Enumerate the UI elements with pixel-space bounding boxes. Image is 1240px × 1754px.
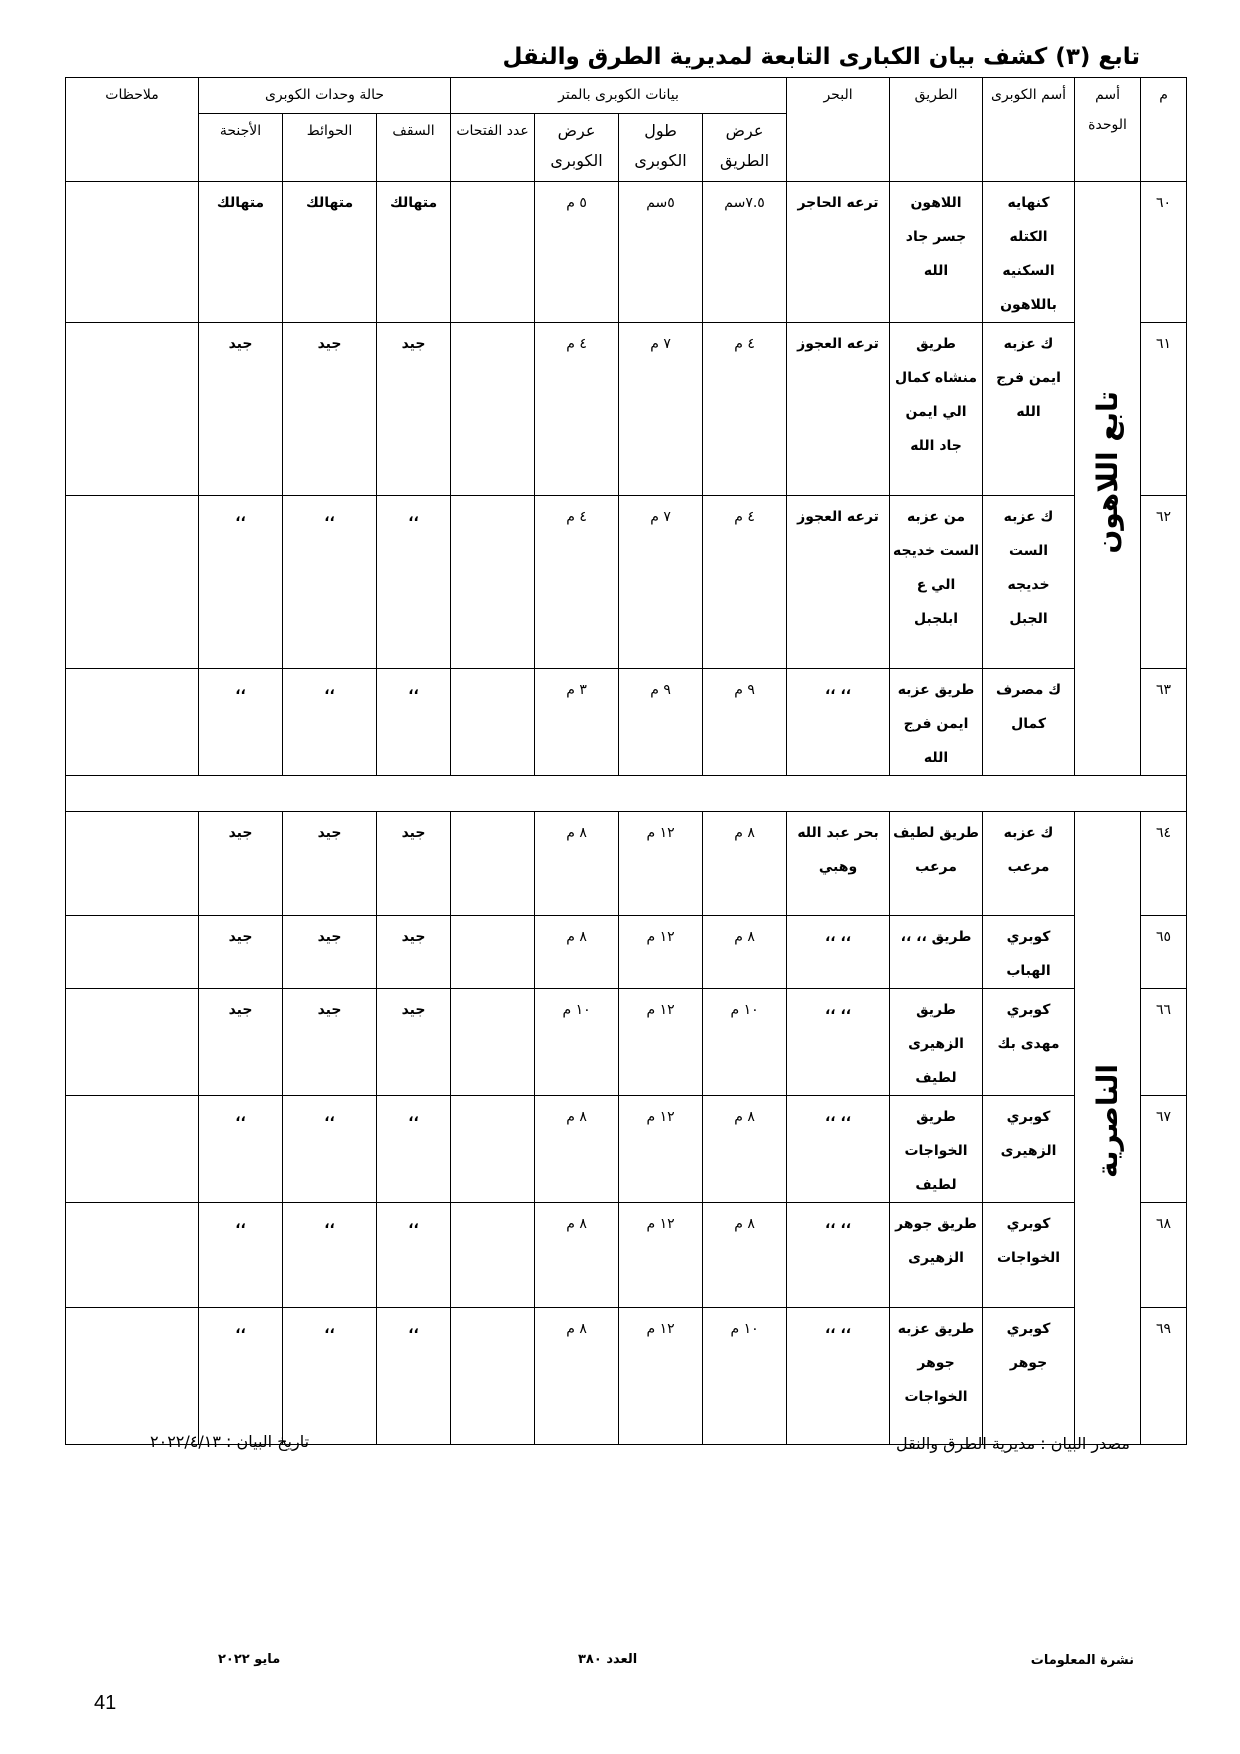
cell-bridge-name: ك عزبه الست خديجه الجبل xyxy=(983,496,1075,669)
cell-bridge-width: ٥ م xyxy=(535,182,619,323)
cell-ceiling: جيد xyxy=(377,989,451,1096)
cell-ceiling: ،، xyxy=(377,496,451,669)
cell-m: ٦٩ xyxy=(1141,1308,1187,1445)
cell-bridge-length: ٧ م xyxy=(619,496,703,669)
cell-openings xyxy=(451,916,535,989)
unit-cell-nasriya xyxy=(1075,812,1141,1445)
cell-notes xyxy=(66,916,199,989)
cell-bridge-length: ١٢ م xyxy=(619,1308,703,1445)
cell-road: طريق الزهيرى لطيف xyxy=(890,989,983,1096)
header-ceiling: السقف xyxy=(377,114,451,182)
cell-m: ٦٣ xyxy=(1141,669,1187,776)
cell-bridge-name: كوبري جوهر xyxy=(983,1308,1075,1445)
cell-openings xyxy=(451,1308,535,1445)
cell-bridge-width: ٤ م xyxy=(535,496,619,669)
table-row xyxy=(66,496,1187,669)
header-openings: عدد الفتحات xyxy=(451,114,535,182)
unit-label: الناصرية xyxy=(1090,1064,1124,1179)
cell-sea: ترعه العجوز xyxy=(787,323,890,496)
cell-road: طريق لطيف مرعب xyxy=(890,812,983,916)
header-bridge-name: أسم الكوبرى xyxy=(983,78,1075,182)
table-row xyxy=(66,1308,1187,1445)
cell-wings: جيد xyxy=(199,323,283,496)
header-bridge-data: بيانات الكوبرى بالمتر xyxy=(451,78,787,114)
header-road: الطريق xyxy=(890,78,983,182)
cell-bridge-width: ٨ م xyxy=(535,1308,619,1445)
cell-bridge-width: ٨ م xyxy=(535,812,619,916)
source-note: مصدر البيان : مديرية الطرق والنقل xyxy=(895,1434,1130,1453)
cell-sea: ،، ،، xyxy=(787,669,890,776)
cell-bridge-length: ١٢ م xyxy=(619,1203,703,1308)
cell-road: طريق جوهر الزهيرى xyxy=(890,1203,983,1308)
cell-bridge-length: ٥سم xyxy=(619,182,703,323)
cell-walls: جيد xyxy=(283,989,377,1096)
cell-sea: ،، ،، xyxy=(787,1308,890,1445)
date-note: تاريخ البيان : ٢٠٢٢/٤/١٣ xyxy=(150,1432,310,1451)
cell-road-width: ١٠ م xyxy=(703,989,787,1096)
table-row xyxy=(66,323,1187,496)
cell-notes xyxy=(66,669,199,776)
cell-road: اللاهون جسر جاد الله xyxy=(890,182,983,323)
header-road-width: عرض الطريق xyxy=(703,114,787,182)
cell-ceiling: ،، xyxy=(377,1096,451,1203)
cell-bridge-width: ٣ م xyxy=(535,669,619,776)
cell-wings: ،، xyxy=(199,496,283,669)
cell-openings xyxy=(451,496,535,669)
header-bridge-condition: حالة وحدات الكوبرى xyxy=(199,78,451,114)
cell-ceiling: جيد xyxy=(377,916,451,989)
cell-sea: ترعه الحاجر xyxy=(787,182,890,323)
cell-bridge-width: ١٠ م xyxy=(535,989,619,1096)
cell-road-width: ١٠ م xyxy=(703,1308,787,1445)
cell-bridge-name: كنهايه الكتله السكنيه باللاهون xyxy=(983,182,1075,323)
cell-m: ٦٤ xyxy=(1141,812,1187,916)
header-bridge-width: عرض الكوبرى xyxy=(535,114,619,182)
footer-month: مايو ٢٠٢٢ xyxy=(218,1652,281,1667)
cell-walls: متهالك xyxy=(283,182,377,323)
header-m: م xyxy=(1141,78,1187,182)
cell-bridge-name: كوبري الخواجات xyxy=(983,1203,1075,1308)
table-row xyxy=(66,1203,1187,1308)
cell-road-width: ٨ م xyxy=(703,916,787,989)
cell-bridge-name: كوبري الزهيرى xyxy=(983,1096,1075,1203)
cell-road-width: ٨ م xyxy=(703,812,787,916)
cell-ceiling: جيد xyxy=(377,323,451,496)
cell-openings xyxy=(451,1203,535,1308)
cell-bridge-width: ٨ م xyxy=(535,1096,619,1203)
cell-ceiling: ،، xyxy=(377,669,451,776)
cell-road-width: ٨ م xyxy=(703,1096,787,1203)
header-bridge-length: طول الكوبرى xyxy=(619,114,703,182)
cell-openings xyxy=(451,812,535,916)
unit-label: تابع اللاهون xyxy=(1090,390,1124,554)
cell-road: طريق الخواجات لطيف xyxy=(890,1096,983,1203)
cell-bridge-name: كوبري مهدى بك xyxy=(983,989,1075,1096)
cell-bridge-length: ٩ م xyxy=(619,669,703,776)
table-row xyxy=(66,916,1187,989)
cell-m: ٦٥ xyxy=(1141,916,1187,989)
cell-notes xyxy=(66,1308,199,1445)
cell-m: ٦١ xyxy=(1141,323,1187,496)
cell-bridge-length: ١٢ م xyxy=(619,989,703,1096)
cell-road-width: ٨ م xyxy=(703,1203,787,1308)
cell-notes xyxy=(66,989,199,1096)
footer-issue: العدد ٣٨٠ xyxy=(578,1652,638,1667)
cell-m: ٦٠ xyxy=(1141,182,1187,323)
cell-bridge-name: ك مصرف كمال xyxy=(983,669,1075,776)
cell-walls: ،، xyxy=(283,1096,377,1203)
cell-ceiling: جيد xyxy=(377,812,451,916)
footer-bulletin: نشرة المعلومات xyxy=(1030,1653,1134,1668)
table-row xyxy=(66,989,1187,1096)
cell-bridge-name: ك عزبه مرعب xyxy=(983,812,1075,916)
cell-road-width: ٩ م xyxy=(703,669,787,776)
header-walls: الحوائط xyxy=(283,114,377,182)
cell-walls: ،، xyxy=(283,669,377,776)
cell-bridge-length: ٧ م xyxy=(619,323,703,496)
cell-road: طريق ،، ،، xyxy=(890,916,983,989)
cell-walls: جيد xyxy=(283,323,377,496)
cell-notes xyxy=(66,1203,199,1308)
cell-road-width: ٤ م xyxy=(703,323,787,496)
cell-openings xyxy=(451,182,535,323)
table-row xyxy=(66,1096,1187,1203)
cell-ceiling: ،، xyxy=(377,1308,451,1445)
cell-bridge-length: ١٢ م xyxy=(619,916,703,989)
cell-wings: جيد xyxy=(199,812,283,916)
cell-wings: ،، xyxy=(199,1203,283,1308)
header-unit-name: أسم الوحدة xyxy=(1075,78,1141,182)
cell-road: طريق منشاه كمال الي ايمن جاد الله xyxy=(890,323,983,496)
table-row xyxy=(66,812,1187,916)
cell-openings xyxy=(451,989,535,1096)
table-row xyxy=(66,669,1187,776)
cell-sea: ،، ،، xyxy=(787,989,890,1096)
cell-m: ٦٧ xyxy=(1141,1096,1187,1203)
cell-openings xyxy=(451,323,535,496)
cell-walls: جيد xyxy=(283,916,377,989)
cell-notes xyxy=(66,182,199,323)
cell-walls: ،، xyxy=(283,496,377,669)
page-title: تابع (٣) كشف بيان الكبارى التابعة لمديرية الطرق والنقل xyxy=(502,44,1140,70)
separator-row xyxy=(66,776,1187,812)
cell-bridge-width: ٤ م xyxy=(535,323,619,496)
cell-notes xyxy=(66,812,199,916)
cell-sea: ،، ،، xyxy=(787,1096,890,1203)
cell-m: ٦٨ xyxy=(1141,1203,1187,1308)
cell-openings xyxy=(451,1096,535,1203)
cell-wings: جيد xyxy=(199,916,283,989)
cell-wings: ،، xyxy=(199,1308,283,1445)
cell-walls: ،، xyxy=(283,1308,377,1445)
page-number: 41 xyxy=(94,1692,117,1714)
cell-m: ٦٦ xyxy=(1141,989,1187,1096)
cell-openings xyxy=(451,669,535,776)
cell-road: طريق عزبه جوهر الخواجات xyxy=(890,1308,983,1445)
header-notes: ملاحظات xyxy=(66,78,199,182)
cell-sea: ،، ،، xyxy=(787,1203,890,1308)
cell-sea: ترعه العجوز xyxy=(787,496,890,669)
cell-m: ٦٢ xyxy=(1141,496,1187,669)
header-sea: البحر xyxy=(787,78,890,182)
cell-bridge-width: ٨ م xyxy=(535,1203,619,1308)
cell-road: من عزبه الست خديجه الي ع ابلجبل xyxy=(890,496,983,669)
unit-cell-lahoun xyxy=(1075,182,1141,776)
cell-sea: بحر عبد الله وهبي xyxy=(787,812,890,916)
cell-notes xyxy=(66,496,199,669)
cell-notes xyxy=(66,1096,199,1203)
cell-bridge-length: ١٢ م xyxy=(619,1096,703,1203)
cell-ceiling: متهالك xyxy=(377,182,451,323)
cell-bridge-name: ك عزبه ايمن فرج الله xyxy=(983,323,1075,496)
cell-walls: جيد xyxy=(283,812,377,916)
cell-sea: ،، ،، xyxy=(787,916,890,989)
table-row xyxy=(66,182,1187,323)
cell-road: طريق عزبه ايمن فرج الله xyxy=(890,669,983,776)
cell-bridge-length: ١٢ م xyxy=(619,812,703,916)
cell-road-width: ٤ م xyxy=(703,496,787,669)
cell-wings: ،، xyxy=(199,1096,283,1203)
cell-bridge-width: ٨ م xyxy=(535,916,619,989)
cell-bridge-name: كوبري الهباب xyxy=(983,916,1075,989)
cell-wings: ،، xyxy=(199,669,283,776)
cell-notes xyxy=(66,323,199,496)
bridges-table xyxy=(65,77,1187,1445)
cell-walls: ،، xyxy=(283,1203,377,1308)
cell-ceiling: ،، xyxy=(377,1203,451,1308)
header-wings: الأجنحة xyxy=(199,114,283,182)
cell-wings: متهالك xyxy=(199,182,283,323)
cell-wings: جيد xyxy=(199,989,283,1096)
cell-road-width: ٧.٥سم xyxy=(703,182,787,323)
